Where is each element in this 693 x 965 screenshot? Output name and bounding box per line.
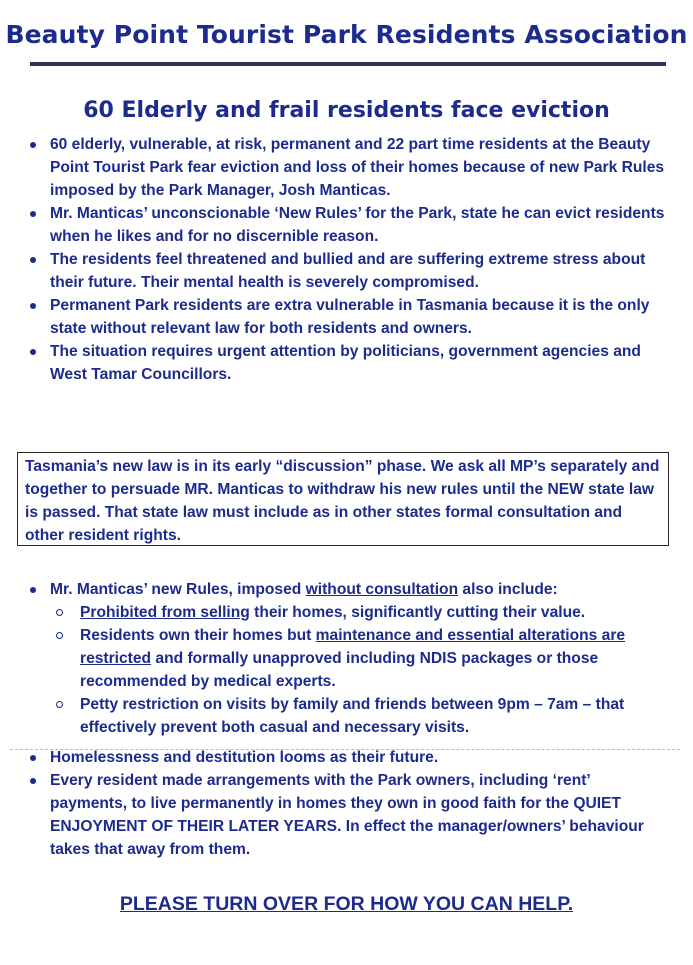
eviction-headline: 60 Elderly and frail residents face eviction bbox=[83, 98, 610, 123]
callout-box bbox=[17, 452, 669, 546]
concern-item: Permanent Park residents are extra vulnerable in Tasmania because it is the only state without relevant law for both residents and owners. bbox=[26, 294, 666, 340]
concern-list bbox=[26, 133, 666, 386]
closing-item: Every resident made arrangements with the Park owners, including ‘rent’ payments, to live permanently in homes they own in good faith for the QUIET ENJOYMENT OF THEIR LATER YEARS. In effect the manager/owners’ behaviour takes that away from them. bbox=[26, 769, 666, 861]
rule-item: Residents own their homes but maintenance and essential alterations are restricted and formally unapproved including NDIS packages or those recommended by medical experts. bbox=[50, 624, 671, 693]
rule-item: Petty restriction on visits by family and friends between 9pm – 7am – that effectively prevent both casual and necessary visits. bbox=[50, 693, 671, 739]
concern-item: The residents feel threatened and bullied and are suffering extreme stress about their future. Their mental health is severely compromised. bbox=[26, 248, 666, 294]
rules-intro: Mr. Manticas’ new Rules, imposed without consultation also include: Prohibited from selling their homes, significantly cutting their value. Residents own their homes but maintenance and essential alterations are restricted and formally unapproved including NDIS packages or those recommended by medical experts. Petty restriction on visits by family and friends between 9pm – 7am – that effectively prevent both casual and necessary visits. bbox=[26, 578, 671, 739]
rules-list bbox=[26, 578, 671, 739]
closing-item: Homelessness and destitution looms as their future. bbox=[26, 746, 666, 769]
title-divider bbox=[30, 62, 666, 66]
turn-over-callout: PLEASE TURN OVER FOR HOW YOU CAN HELP. bbox=[119, 893, 574, 915]
concern-item: Mr. Manticas’ unconscionable ‘New Rules’ for the Park, state he can evict residents when he likes and for no discernible reason. bbox=[26, 202, 666, 248]
association-title: Beauty Point Tourist Park Residents Association bbox=[5, 20, 688, 49]
without-consultation-text: without consultation bbox=[305, 581, 459, 598]
concern-item: The situation requires urgent attention by politicians, government agencies and West Tamar Councillors. bbox=[26, 340, 666, 386]
rules-sublist bbox=[50, 601, 671, 739]
concern-item: 60 elderly, vulnerable, at risk, permanent and 22 part time residents at the Beauty Point Tourist Park fear eviction and loss of their homes because of new Park Rules imposed by the Park Manager, Josh Manticas. bbox=[26, 133, 666, 202]
callout-text: Tasmania’s new law is in its early “discussion” phase. We ask all MP’s separately and together to persuade MR. Manticas to withdraw his new rules until the NEW state law is passed. That state law must include as in other states formal consultation and other resident rights. bbox=[25, 458, 660, 544]
closing-list bbox=[26, 746, 666, 861]
rule-item: Prohibited from selling their homes, significantly cutting their value. bbox=[50, 601, 671, 624]
